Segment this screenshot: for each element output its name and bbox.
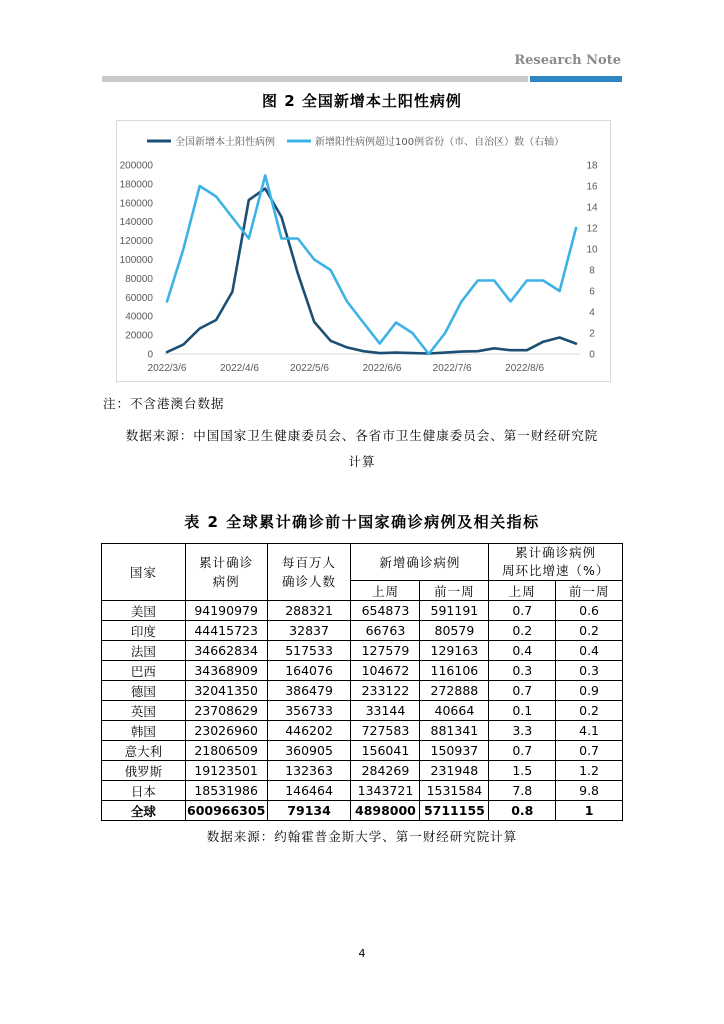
header-growth bbox=[489, 544, 623, 581]
y-left-tick-label: 120000 bbox=[119, 236, 153, 248]
page-number: 4 bbox=[358, 947, 366, 960]
table-cell: 654873 bbox=[351, 601, 420, 621]
table-cell: 146464 bbox=[267, 781, 351, 801]
table-cell: 0.3 bbox=[489, 661, 556, 681]
table-cell: 18531986 bbox=[185, 781, 267, 801]
table-cell: 116106 bbox=[420, 661, 489, 681]
table-cell: 0.7 bbox=[489, 681, 556, 701]
table-cell: 517533 bbox=[267, 641, 351, 661]
table-cell: 1.5 bbox=[489, 761, 556, 781]
x-axis bbox=[148, 354, 580, 374]
table-cell: 80579 bbox=[420, 621, 489, 641]
y-right-tick-label: 4 bbox=[589, 307, 595, 319]
header-last-week: 上周 bbox=[351, 581, 420, 601]
table-cell: 156041 bbox=[351, 741, 420, 761]
table-cell: 4898000 bbox=[351, 801, 420, 821]
table-cell: 32041350 bbox=[185, 681, 267, 701]
y-left-tick-label: 160000 bbox=[119, 198, 153, 210]
table-cell: 巴西 bbox=[102, 661, 186, 681]
y-left-tick-label: 20000 bbox=[125, 330, 153, 342]
data-table bbox=[101, 543, 623, 821]
x-tick-label: 2022/7/6 bbox=[432, 363, 472, 374]
x-tick-label: 2022/5/6 bbox=[290, 363, 329, 374]
table-cell: 40664 bbox=[420, 701, 489, 721]
table-cell: 美国 bbox=[102, 601, 186, 621]
table-cell: 132363 bbox=[267, 761, 351, 781]
y-left-tick-label: 80000 bbox=[125, 273, 153, 285]
table-cell: 66763 bbox=[351, 621, 420, 641]
y-axis-left bbox=[120, 161, 154, 361]
table-row bbox=[102, 601, 623, 621]
header-growth-line2: 周环比增速（%） bbox=[501, 563, 610, 578]
table-cell: 0.1 bbox=[489, 701, 556, 721]
y-right-tick-label: 2 bbox=[589, 328, 595, 340]
table-cell: 0.2 bbox=[489, 621, 556, 641]
table-cell: 意大利 bbox=[102, 741, 186, 761]
table-cell: 0.4 bbox=[489, 641, 556, 661]
series-line-provinces-count bbox=[167, 176, 576, 355]
table-cell: 0.7 bbox=[489, 741, 556, 761]
table-cell: 727583 bbox=[351, 721, 420, 741]
table-row bbox=[102, 721, 623, 741]
y-right-tick-label: 18 bbox=[586, 160, 598, 172]
table-row bbox=[102, 641, 623, 661]
table-cell: 231948 bbox=[420, 761, 489, 781]
table-cell: 23708629 bbox=[185, 701, 267, 721]
chart-legend bbox=[147, 135, 564, 148]
header-cumulative-line2: 病例 bbox=[212, 574, 240, 589]
y-left-tick-label: 180000 bbox=[119, 179, 153, 191]
table-cell: 英国 bbox=[102, 701, 186, 721]
x-tick-label: 2022/6/6 bbox=[362, 363, 402, 374]
table-cell: 164076 bbox=[267, 661, 351, 681]
table-cell: 19123501 bbox=[185, 761, 267, 781]
header-prev-week: 前一周 bbox=[420, 581, 489, 601]
table-cell: 33144 bbox=[351, 701, 420, 721]
table-cell: 0.3 bbox=[556, 661, 623, 681]
table-cell: 446202 bbox=[267, 721, 351, 741]
header-growth-prev-week: 前一周 bbox=[556, 581, 623, 601]
chart-series bbox=[167, 176, 576, 355]
header-per-million bbox=[267, 544, 351, 601]
table-cell: 233122 bbox=[351, 681, 420, 701]
table-cell: 1343721 bbox=[351, 781, 420, 801]
y-right-tick-label: 8 bbox=[589, 265, 595, 277]
y-left-tick-label: 100000 bbox=[119, 255, 153, 266]
table-cell: 0.2 bbox=[556, 621, 623, 641]
table-cell: 34368909 bbox=[185, 661, 267, 681]
line-chart bbox=[116, 120, 611, 382]
table-row bbox=[102, 741, 623, 761]
header-per-million-line1: 每百万人 bbox=[282, 555, 337, 570]
table-cell: 1531584 bbox=[420, 781, 489, 801]
table-cell: 79134 bbox=[267, 801, 351, 821]
table-cell: 0.7 bbox=[556, 741, 623, 761]
table-cell: 21806509 bbox=[185, 741, 267, 761]
y-left-tick-label: 60000 bbox=[125, 292, 153, 304]
table-cell: 356733 bbox=[267, 701, 351, 721]
header-divider-blue bbox=[530, 76, 622, 82]
table-row bbox=[102, 701, 623, 721]
table-cell: 俄罗斯 bbox=[102, 761, 186, 781]
figure-title: 图 2 全国新增本土阳性病例 bbox=[262, 92, 462, 110]
y-left-tick-label: 140000 bbox=[119, 217, 153, 229]
table-cell: 360905 bbox=[267, 741, 351, 761]
header-new-cases: 新增确诊病例 bbox=[351, 544, 489, 581]
figure-source: 数据来源：中国国家卫生健康委员会、各省市卫生健康委员会、第一财经研究院 bbox=[125, 428, 599, 443]
table-cell: 127579 bbox=[351, 641, 420, 661]
y-axis-right bbox=[586, 161, 598, 361]
table-header-row bbox=[102, 544, 623, 581]
table-cell: 1.2 bbox=[556, 761, 623, 781]
table-cell: 0.6 bbox=[556, 601, 623, 621]
header-cumulative bbox=[185, 544, 267, 601]
x-tick-label: 2022/8/6 bbox=[505, 363, 545, 374]
table-cell: 23026960 bbox=[185, 721, 267, 741]
table-cell: 288321 bbox=[267, 601, 351, 621]
table-cell: 34662834 bbox=[185, 641, 267, 661]
table-cell: 44415723 bbox=[185, 621, 267, 641]
table-cell: 3.3 bbox=[489, 721, 556, 741]
header-cumulative-line1: 累计确诊 bbox=[199, 555, 254, 570]
table-title: 表 2 全球累计确诊前十国家确诊病例及相关指标 bbox=[184, 513, 540, 531]
y-right-tick-label: 0 bbox=[589, 349, 595, 361]
header-growth-last-week: 上周 bbox=[489, 581, 556, 601]
table-cell: 7.8 bbox=[489, 781, 556, 801]
table-cell: 0.7 bbox=[489, 601, 556, 621]
table-cell: 印度 bbox=[102, 621, 186, 641]
legend-label: 新增阳性病例超过100例省份（市、自治区）数（右轴） bbox=[315, 137, 565, 148]
table-cell: 法国 bbox=[102, 641, 186, 661]
table-cell: 150937 bbox=[420, 741, 489, 761]
table-cell: 881341 bbox=[420, 721, 489, 741]
table-cell: 1 bbox=[556, 801, 623, 821]
chart-canvas bbox=[117, 121, 610, 381]
table-row bbox=[102, 781, 623, 801]
table-cell: 日本 bbox=[102, 781, 186, 801]
table-cell: 德国 bbox=[102, 681, 186, 701]
table-cell: 韩国 bbox=[102, 721, 186, 741]
table-cell: 94190979 bbox=[185, 601, 267, 621]
table-cell: 386479 bbox=[267, 681, 351, 701]
table-cell: 272888 bbox=[420, 681, 489, 701]
table-body bbox=[102, 601, 623, 821]
table-cell: 104672 bbox=[351, 661, 420, 681]
header-divider-gray bbox=[102, 76, 528, 82]
y-left-tick-label: 40000 bbox=[125, 311, 153, 323]
y-left-tick-label: 200000 bbox=[119, 160, 153, 172]
table-cell: 5711155 bbox=[420, 801, 489, 821]
table-cell: 0.2 bbox=[556, 701, 623, 721]
table-cell: 32837 bbox=[267, 621, 351, 641]
table-row-total bbox=[102, 801, 623, 821]
header-growth-line1: 累计确诊病例 bbox=[515, 545, 597, 560]
table-row bbox=[102, 761, 623, 781]
legend-label: 全国新增本土阳性病例 bbox=[175, 137, 275, 148]
table-cell: 591191 bbox=[420, 601, 489, 621]
figure-source-cont: 计算 bbox=[348, 454, 376, 469]
figure-note: 注：不含港澳台数据 bbox=[103, 396, 225, 411]
table-row bbox=[102, 661, 623, 681]
table-row bbox=[102, 621, 623, 641]
table-cell: 600966305 bbox=[185, 801, 267, 821]
y-right-tick-label: 16 bbox=[586, 181, 598, 193]
header-country: 国家 bbox=[102, 544, 186, 601]
table-cell: 0.9 bbox=[556, 681, 623, 701]
table-source: 数据来源：约翰霍普金斯大学、第一财经研究院计算 bbox=[206, 829, 518, 844]
table-cell: 0.4 bbox=[556, 641, 623, 661]
table-cell: 4.1 bbox=[556, 721, 623, 741]
table-cell: 284269 bbox=[351, 761, 420, 781]
y-right-tick-label: 14 bbox=[586, 202, 598, 214]
table-cell: 0.8 bbox=[489, 801, 556, 821]
y-right-tick-label: 10 bbox=[586, 244, 598, 256]
header-label: Research Note bbox=[514, 53, 621, 68]
y-right-tick-label: 6 bbox=[589, 286, 595, 298]
header-per-million-line2: 确诊人数 bbox=[282, 574, 337, 589]
x-tick-label: 2022/3/6 bbox=[147, 363, 187, 374]
table-row bbox=[102, 681, 623, 701]
y-right-tick-label: 12 bbox=[586, 223, 598, 235]
y-left-tick-label: 0 bbox=[147, 349, 153, 361]
table-cell: 9.8 bbox=[556, 781, 623, 801]
table-cell: 全球 bbox=[102, 801, 186, 821]
x-tick-label: 2022/4/6 bbox=[220, 363, 259, 374]
table-cell: 129163 bbox=[420, 641, 489, 661]
